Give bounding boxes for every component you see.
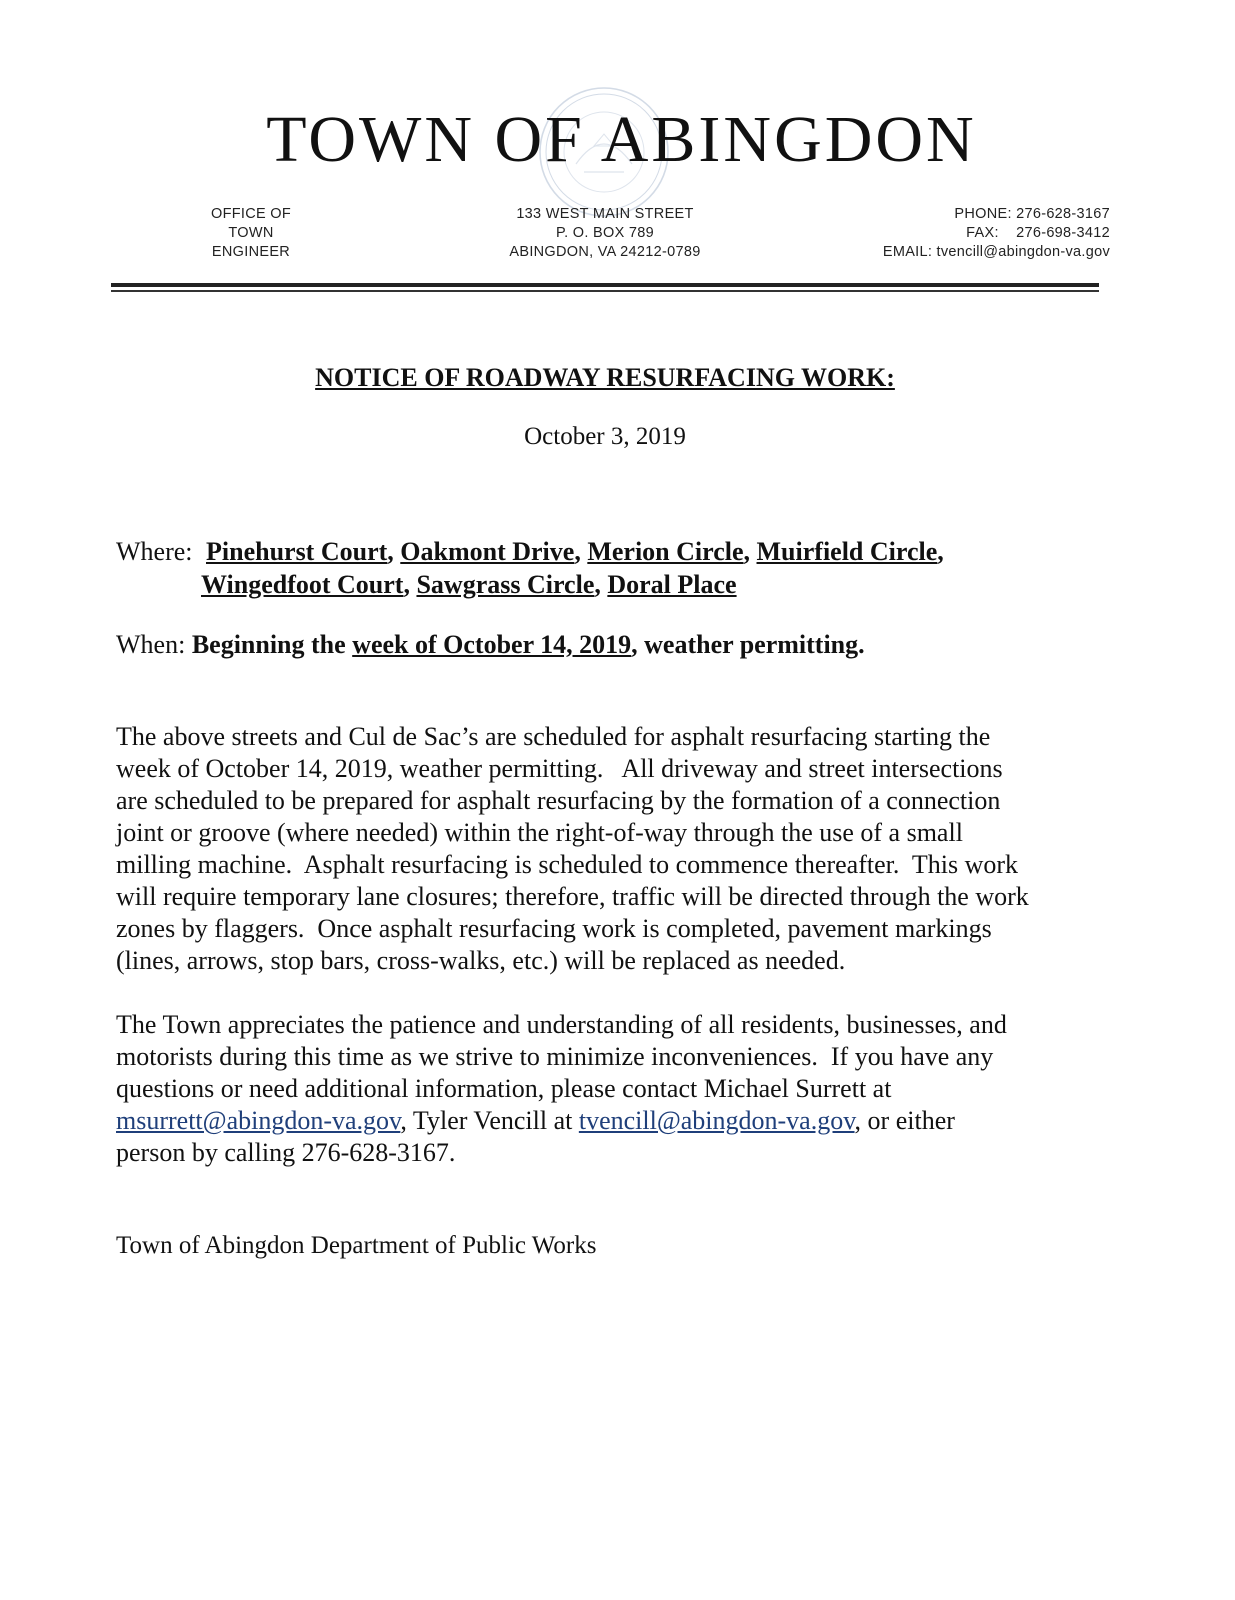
contact-text: , Tyler Vencill at xyxy=(400,1106,579,1135)
where-streets-row-1: Pinehurst Court, Oakmont Drive, Merion Circle, Muirfield Circle, xyxy=(206,537,944,566)
address-line: 133 WEST MAIN STREET xyxy=(516,206,694,222)
email-link-vencill[interactable]: tvencill@abingdon-va.gov xyxy=(578,1106,855,1135)
street-name: Wingedfoot Court xyxy=(201,570,404,599)
when-prefix: Beginning the xyxy=(191,630,346,659)
office-block xyxy=(196,205,306,262)
paragraph-line: The above streets and Cul de Sac’s are scheduled for asphalt resurfacing starting the xyxy=(116,722,991,751)
contact-block xyxy=(800,205,1110,262)
when-line xyxy=(116,630,865,660)
office-line: ENGINEER xyxy=(211,244,291,260)
email-line: EMAIL: tvencill@abingdon-va.gov xyxy=(882,244,1110,260)
address-block xyxy=(470,205,740,262)
street-name: Oakmont Drive xyxy=(400,537,575,566)
contact-text: , or either xyxy=(854,1106,955,1135)
where-label: Where: xyxy=(116,537,193,566)
notice-date: October 3, 2019 xyxy=(524,423,686,450)
paragraph-line: questions or need additional information, please contact Michael Surrett at xyxy=(116,1074,892,1103)
where-streets-row-2: Wingedfoot Court, Sawgrass Circle, Doral Place xyxy=(201,570,737,599)
signoff: Town of Abingdon Department of Public Works xyxy=(116,1232,597,1259)
notice-title: NOTICE OF ROADWAY RESURFACING WORK: xyxy=(315,363,895,392)
header-divider-thin xyxy=(111,290,1099,292)
paragraph-line: motorists during this time as we strive to minimize inconveniences. If you have any xyxy=(116,1042,994,1071)
street-name: Sawgrass Circle xyxy=(416,570,595,599)
paragraph-line: (lines, arrows, stop bars, cross-walks, etc.) will be replaced as needed. xyxy=(116,946,846,975)
fax-line: FAX: 276-698-3412 xyxy=(966,225,1110,241)
paragraph-line: person by calling 276-628-3167. xyxy=(116,1138,456,1167)
email-link-surrett[interactable]: msurrett@abingdon-va.gov xyxy=(116,1106,401,1135)
paragraph-line: week of October 14, 2019, weather permitting. All driveway and street intersections xyxy=(116,754,1003,783)
street-name: Muirfield Circle xyxy=(756,537,938,566)
address-line: ABINGDON, VA 24212-0789 xyxy=(509,244,701,260)
paragraph-line: zones by flaggers. Once asphalt resurfacing work is completed, pavement markings xyxy=(116,914,992,943)
street-name: Doral Place xyxy=(607,570,737,599)
when-label: When: xyxy=(116,630,186,659)
body-paragraph-1 xyxy=(116,721,1029,977)
paragraph-line: will require temporary lane closures; therefore, traffic will be directed through the work xyxy=(116,882,1029,911)
paragraph-line: are scheduled to be prepared for asphalt resurfacing by the formation of a connection xyxy=(116,786,1001,815)
body-paragraph-2 xyxy=(116,1009,1007,1169)
street-name: Pinehurst Court xyxy=(206,537,388,566)
office-line: TOWN xyxy=(228,225,274,241)
office-line: OFFICE OF xyxy=(210,206,292,222)
address-line: P. O. BOX 789 xyxy=(556,225,654,241)
town-name-heading: TOWN OF ABINGDON xyxy=(266,103,977,176)
when-date: week of October 14, 2019 xyxy=(352,630,632,659)
paragraph-line: milling machine. Asphalt resurfacing is scheduled to commence thereafter. This work xyxy=(116,850,1019,879)
street-name: Merion Circle xyxy=(587,537,744,566)
paragraph-line xyxy=(116,1105,1007,1137)
paragraph-line: joint or groove (where needed) within the right-of-way through the use of a small xyxy=(116,818,963,847)
phone-line: PHONE: 276-628-3167 xyxy=(954,206,1110,222)
when-suffix: , weather permitting. xyxy=(631,630,865,659)
paragraph-line: The Town appreciates the patience and understanding of all residents, businesses, and xyxy=(116,1010,1007,1039)
header-divider xyxy=(111,283,1099,287)
